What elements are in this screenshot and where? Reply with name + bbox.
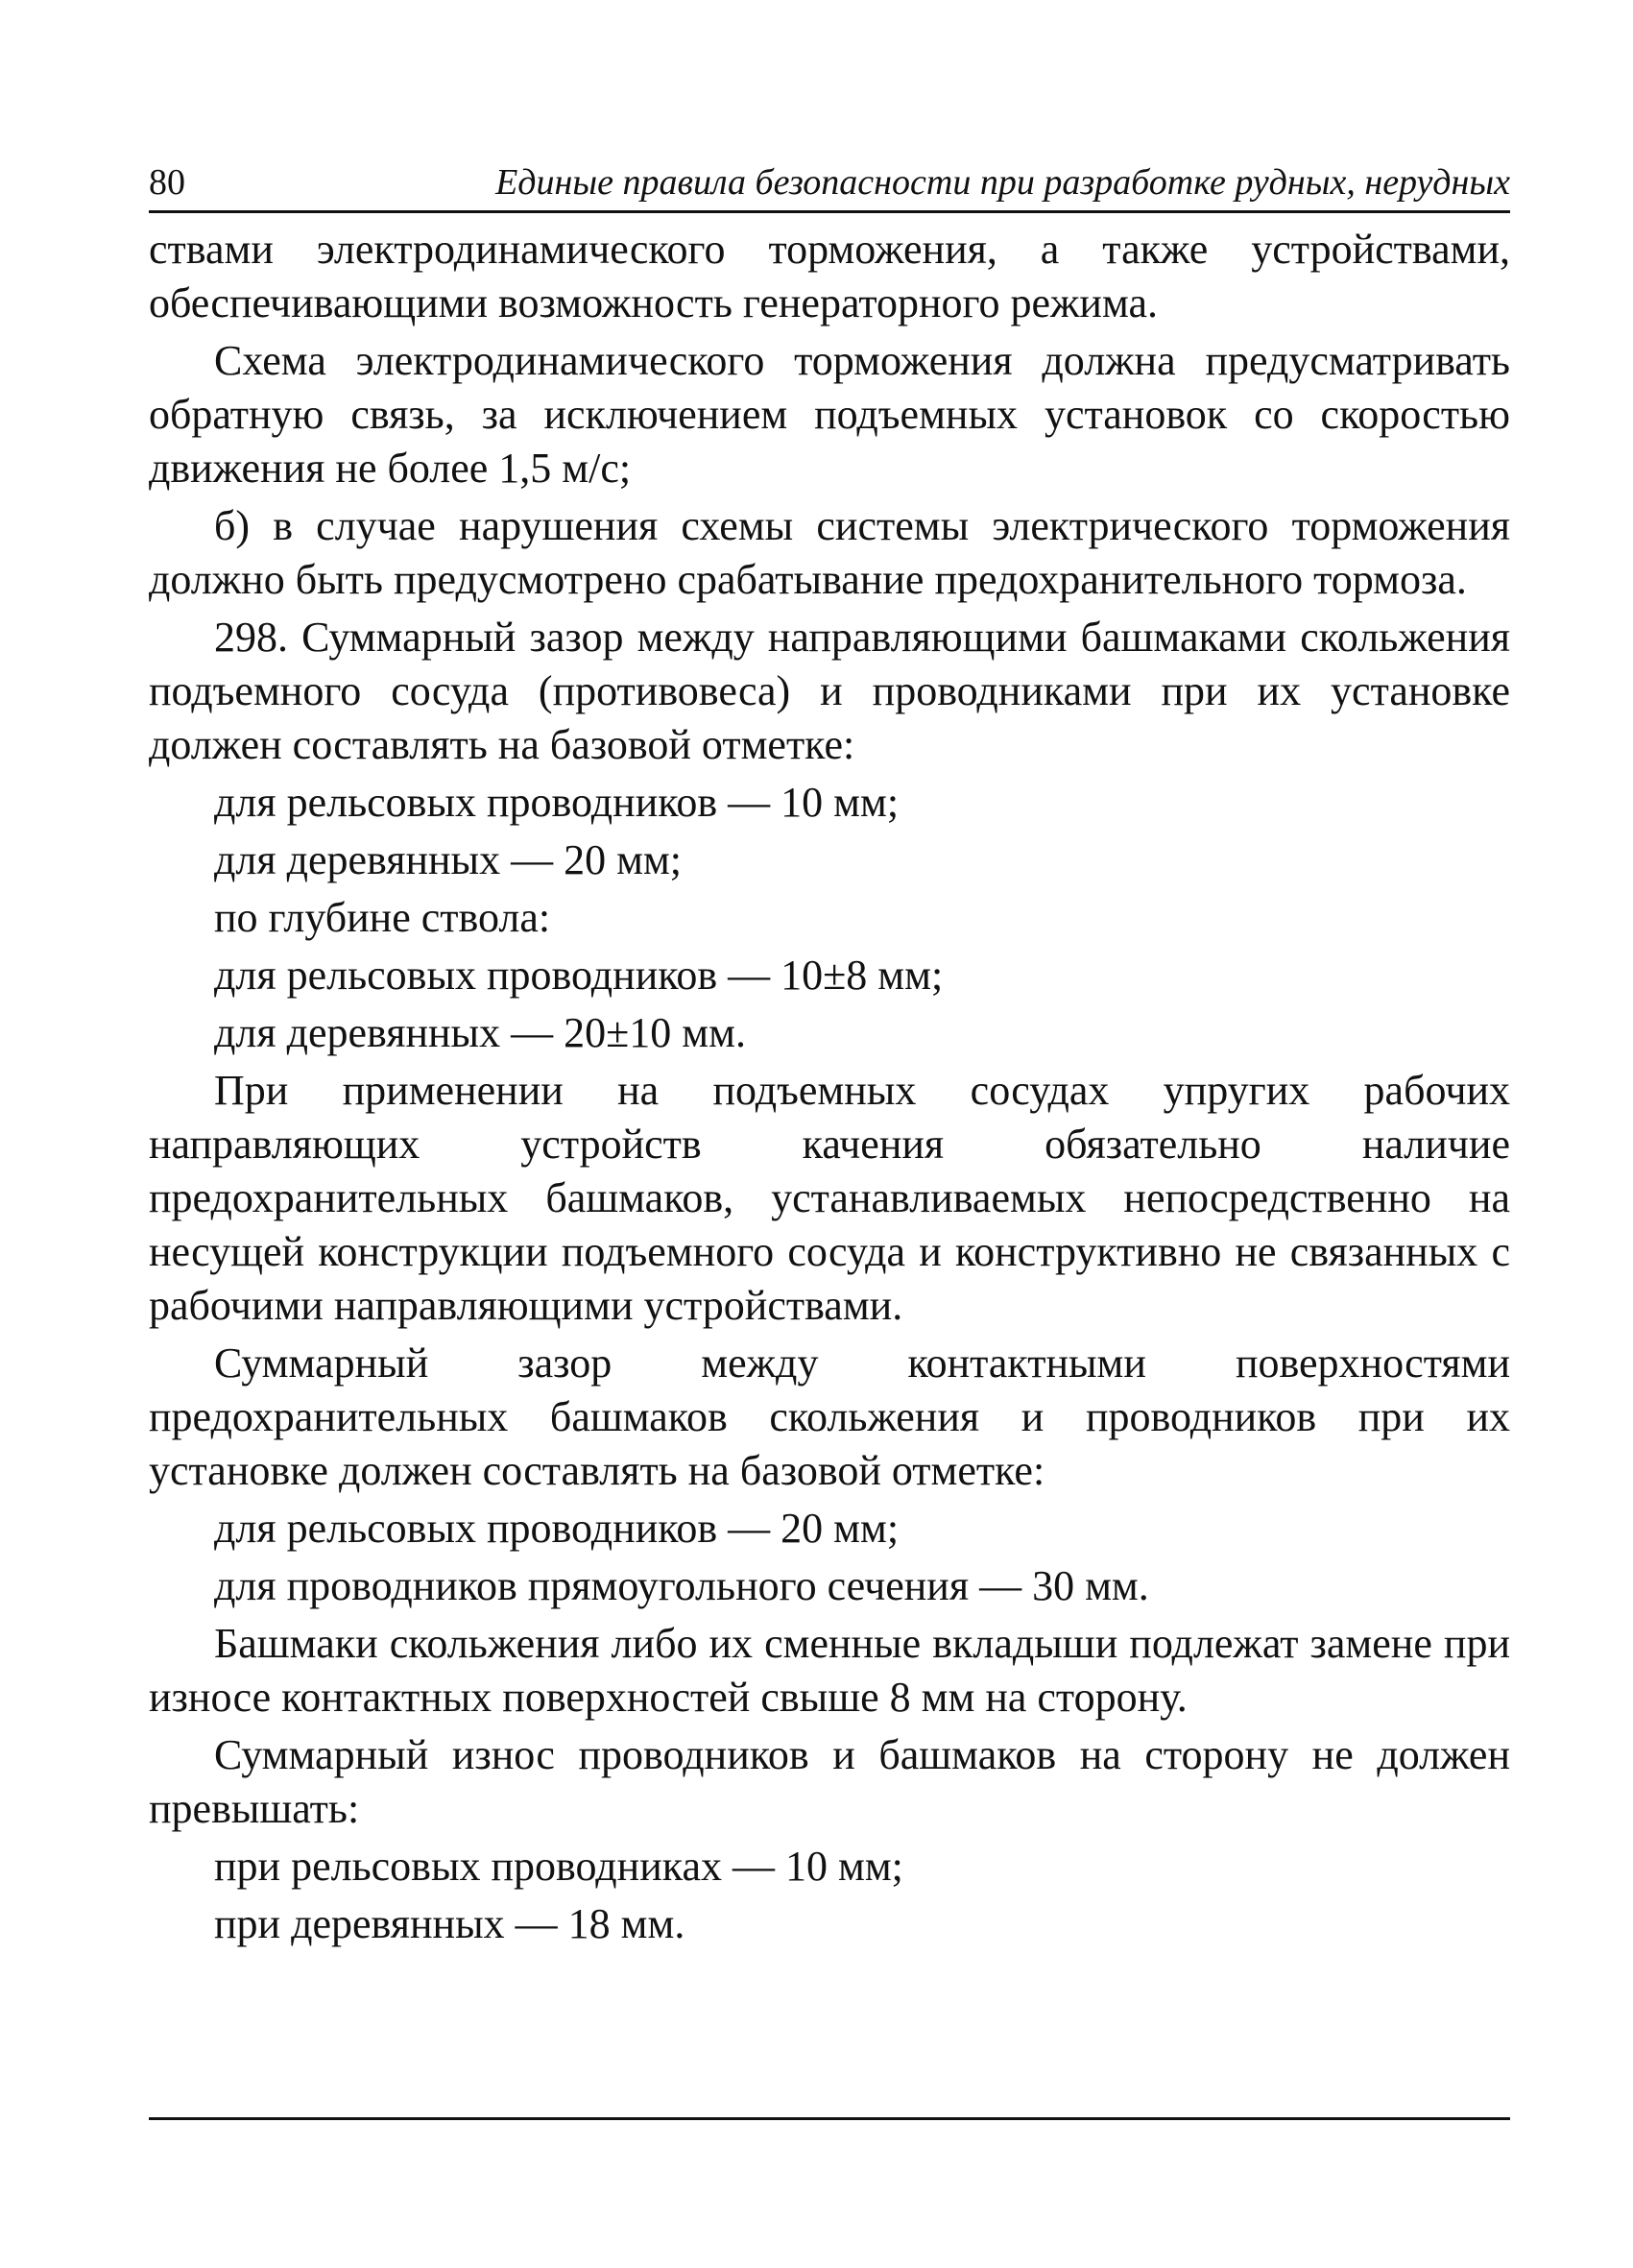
document-page — [149, 0, 1510, 2268]
paragraph: Суммарный износ проводников и башмаков на сторону не должен превышать: — [149, 1731, 1510, 1832]
paragraph-item-298: 298. Суммарный зазор между направляющими башмаками скольжения подъемного сосуда (противовеса) и проводниками при их установке должен составлять на базовой отметке: — [149, 614, 1510, 768]
list-item: для деревянных — 20±10 мм. — [214, 1009, 746, 1056]
list-item: для деревянных — 20 мм; — [214, 836, 683, 883]
paragraph: Башмаки скольжения либо их сменные вкладыши подлежат замене при износе контактных поверхностей свыше 8 мм на сторону. — [149, 1620, 1510, 1721]
paragraph: ствами электродинамического торможения, а также устройствами, обеспечивающими возможность генераторного режима. — [149, 226, 1510, 326]
list-item: для рельсовых проводников — 10±8 мм; — [214, 952, 944, 999]
list-item: для рельсовых проводников — 10 мм; — [214, 779, 900, 826]
paragraph: б) в случае нарушения схемы системы электрического торможения должно быть предусмотрено срабатывание предохранительного тормоза. — [149, 502, 1510, 603]
list-item: при рельсовых проводниках — 10 мм; — [214, 1843, 903, 1890]
paragraph: Схема электродинамического торможения должна предусматривать обратную связь, за исключением подъемных установок со скоростью движения не более 1,5 м/с; — [149, 337, 1510, 492]
page-header — [149, 156, 1510, 209]
footer-rule — [149, 2117, 1510, 2120]
paragraph: Суммарный зазор между контактными поверхностями предохранительных башмаков скольжения и проводников при их установке должен составлять на базовой отметке: — [149, 1339, 1510, 1494]
list-item: при деревянных — 18 мм. — [214, 1900, 685, 1947]
paragraph: При применении на подъемных сосудах упругих рабочих направляющих устройств качения обязательно наличие предохранительных башмаков, устанавливаемых непосредственно на несущей конструкции подъемного сосуда и конструктивно не связанных с рабочими направляющими устройствами. — [149, 1067, 1510, 1329]
page-number: 80 — [149, 162, 185, 203]
list-item: для проводников прямоугольного сечения — 30 мм. — [214, 1562, 1149, 1609]
header-rule — [149, 210, 1510, 213]
list-item: по глубине ствола: — [214, 894, 551, 941]
list-item: для рельсовых проводников — 20 мм; — [214, 1505, 900, 1552]
body-text — [149, 223, 1510, 1955]
running-head: Единые правила безопасности при разработке рудных, нерудных — [495, 162, 1510, 203]
